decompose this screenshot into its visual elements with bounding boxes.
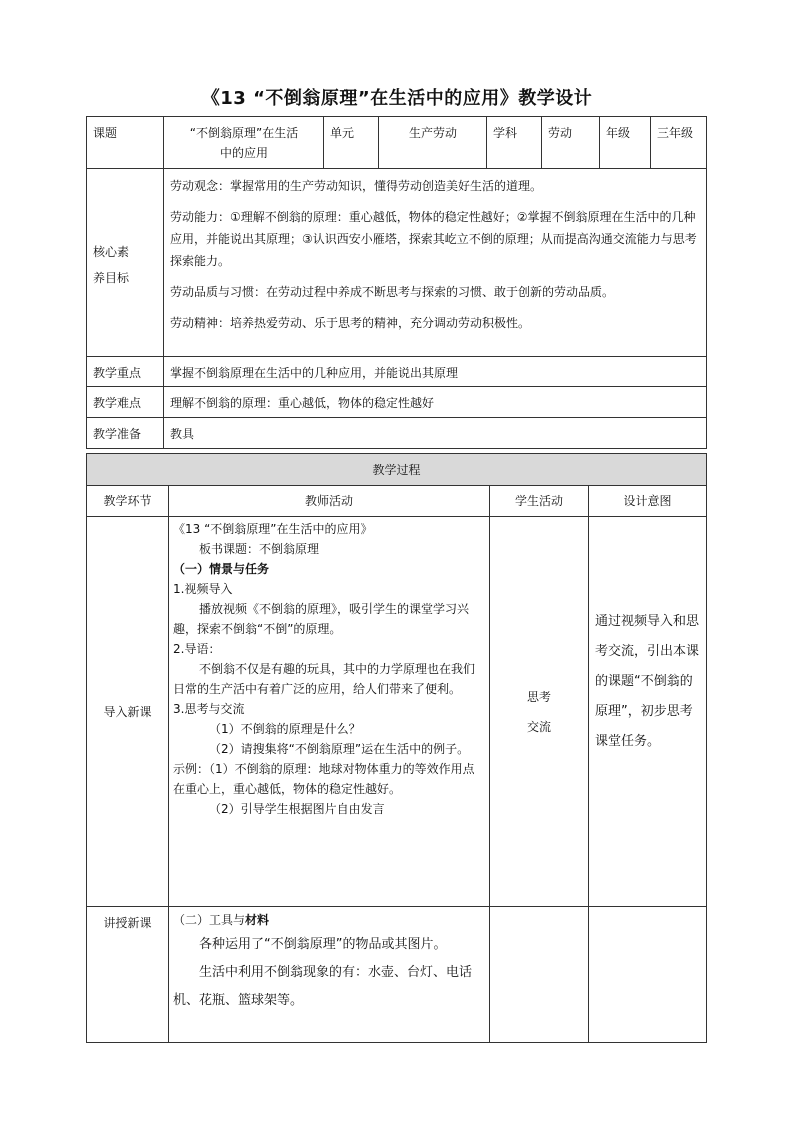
teaching-process-table <box>86 453 707 1043</box>
lesson-info-table <box>86 116 707 449</box>
lead-in-text: 不倒翁不仅是有趣的玩具，其中的力学原理也在我们日常的生产活中有着广泛的应用，给人们带来了便利。 <box>173 662 476 696</box>
topic-value <box>164 117 324 169</box>
objective-quality: 劳动品质与习惯：在劳动过程中养成不断思考与探索的习惯、敢于创新的劳动品质。 <box>170 285 615 299</box>
section-tools-label: （二）工具与 <box>173 913 246 927</box>
stage-new-lesson: 讲授新课 <box>87 907 169 1043</box>
prep-label: 教学准备 <box>87 418 164 449</box>
question-2: （2）请搜集将“不倒翁原理”运在生活中的例子。 <box>209 742 470 756</box>
objective-concept: 劳动观念：掌握常用的生产劳动知识，懂得劳动创造美好生活的道理。 <box>170 179 543 193</box>
step-lead-in: 2.导语： <box>173 642 221 656</box>
objectives-label-line2: 养目标 <box>93 270 130 285</box>
objective-ability: 劳动能力：①理解不倒翁的原理：重心越低，物体的稳定性越好；②掌握不倒翁原理在生活中的几种应用，并能说出其原理；③认识西安小雁塔，探索其屹立不倒的原理；从而提高沟通交流能力与思考探索能力。 <box>170 210 697 268</box>
design-intent-new <box>589 907 707 1043</box>
step-video-intro: 1.视频导入 <box>173 582 233 596</box>
topic-label: 课题 <box>87 117 164 169</box>
document-title: 《13 “不倒翁原理”在生活中的应用》教学设计 <box>201 88 593 109</box>
prep-value: 教具 <box>164 418 707 449</box>
key-label: 教学重点 <box>87 357 164 387</box>
difficulty-value: 理解不倒翁的原理：重心越低，物体的稳定性越好 <box>164 387 707 418</box>
col-student-header: 学生活动 <box>490 486 589 517</box>
col-intent-header: 设计意图 <box>589 486 707 517</box>
objectives-label-line1: 核心素 <box>93 244 130 259</box>
process-header: 教学过程 <box>87 454 707 486</box>
unit-value: 生产劳动 <box>379 117 487 169</box>
grade-value: 三年级 <box>651 117 707 169</box>
col-stage-header: 教学环节 <box>87 486 169 517</box>
step-think-discuss: 3.思考与交流 <box>173 702 245 716</box>
objectives-label <box>87 169 164 357</box>
section-materials-label: 材料 <box>245 913 270 927</box>
difficulty-label: 教学难点 <box>87 387 164 418</box>
section-tools-materials <box>173 909 485 931</box>
student-discuss: 交流 <box>526 719 551 734</box>
materials-description: 各种运用了“不倒翁原理”的物品或其图片。 <box>199 937 447 952</box>
stage-intro: 导入新课 <box>87 517 169 907</box>
key-value: 掌握不倒翁原理在生活中的几种应用，并能说出其原理 <box>164 357 707 387</box>
objective-spirit: 劳动精神：培养热爱劳动、乐于思考的精神，充分调动劳动积极性。 <box>170 316 531 330</box>
daily-life-examples: 生活中利用不倒翁现象的有：水壶、台灯、电话机、花瓶、篮球架等。 <box>173 965 473 1008</box>
design-intent-intro <box>589 517 707 907</box>
intent-text: 通过视频导入和思考交流，引出本课的课题“不倒翁的原理”，初步思考课堂任务。 <box>595 613 700 749</box>
section-scenario-task: （一）情景与任务 <box>173 562 270 576</box>
teacher-activity-new <box>169 907 490 1043</box>
example-answer: 示例：（1）不倒翁的原理：地球对物体重力的等效作用点在重心上，重心越低，物体的稳定性越好。 <box>173 762 475 796</box>
question-1: （1）不倒翁的原理是什么？ <box>209 722 361 736</box>
teacher-activity-intro <box>169 517 490 907</box>
topic-value-line2: 中的应用 <box>219 146 268 160</box>
student-think: 思考 <box>526 689 551 704</box>
student-activity-intro <box>490 517 589 907</box>
subject-value: 劳动 <box>542 117 600 169</box>
board-title-line: 板书课题：不倒翁原理 <box>199 542 320 556</box>
unit-label: 单元 <box>324 117 379 169</box>
guide-discussion: （2）引导学生根据图片自由发言 <box>209 802 385 816</box>
lesson-title-line: 《13 “不倒翁原理”在生活中的应用》 <box>173 522 373 536</box>
grade-label: 年级 <box>600 117 651 169</box>
subject-label: 学科 <box>487 117 542 169</box>
col-teacher-header: 教师活动 <box>169 486 490 517</box>
student-activity-new <box>490 907 589 1043</box>
topic-value-line1: “不倒翁原理”在生活 <box>189 126 299 140</box>
objectives-content <box>164 169 707 357</box>
video-description: 播放视频《不倒翁的原理》，吸引学生的课堂学习兴趣，探索不倒翁“不倒”的原理。 <box>173 602 470 636</box>
